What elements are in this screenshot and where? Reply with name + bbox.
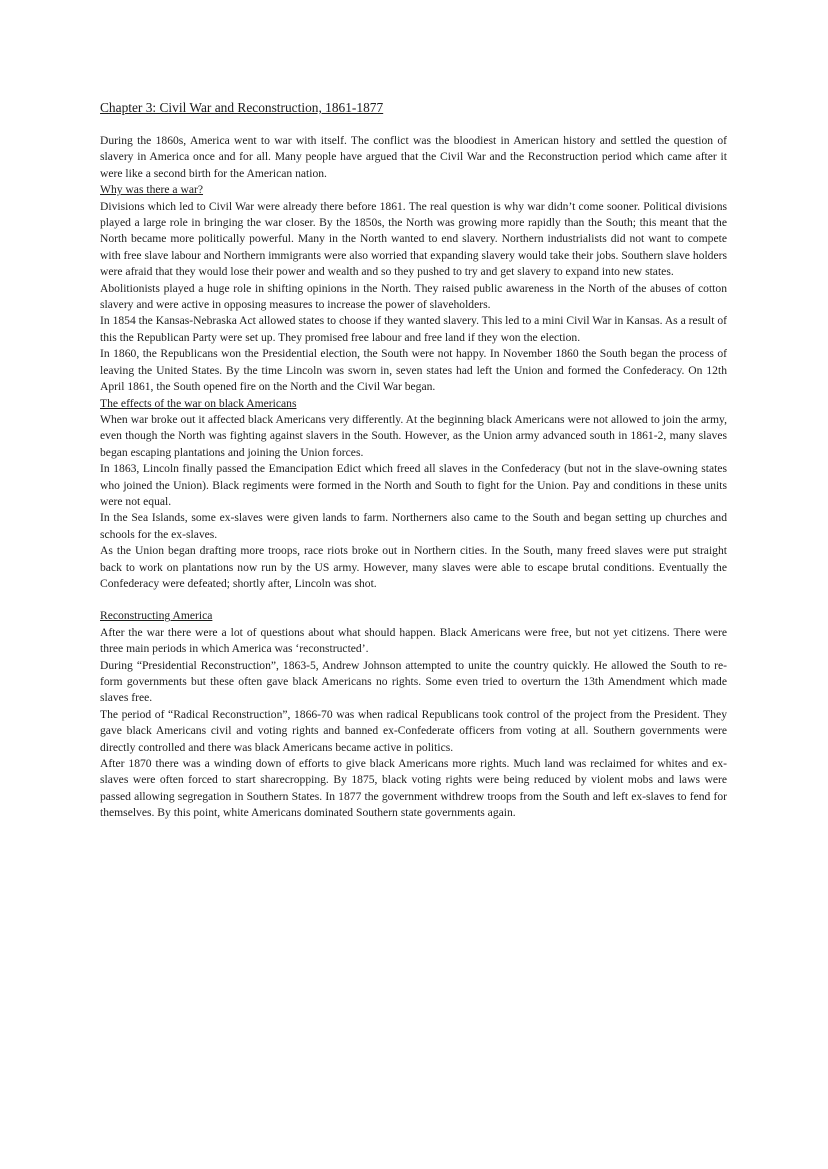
paragraph: In 1860, the Republicans won the Presidential election, the South were not happy. In November 1860 the South began the process of leaving the United States. By the time Lincoln was sworn in, seven states had left the Union and formed the Confederacy. On 12th April 1861, the South opened fire on the North and the Civil War began. xyxy=(100,347,727,394)
paragraph: Divisions which led to Civil War were already there before 1861. The real question is why war didn’t come sooner. Political divisions played a large role in bringing the war closer. By the 1850s, the North was growing more rapidly than the South; this meant that the North became more politically powerful. Many in the North wanted to end slavery. Northern industrialists did not want to compete with free slave labour and Northern immigrants were also worried that expanding slavery would take their jobs. Southern slave holders were afraid that they would lose their power and wealth and so they pushed to try and get slavery to expand into new states. xyxy=(100,199,727,279)
paragraph: Abolitionists played a huge role in shifting opinions in the North. They raised public awareness in the North of the abuses of cotton slavery and were active in opposing measures to increase the power of slaveholders. xyxy=(100,281,727,312)
paragraph: After the war there were a lot of questions about what should happen. Black Americans were free, but not yet citizens. There were three main periods in which America was ‘reconstructed’. xyxy=(100,625,727,656)
intro-paragraph: During the 1860s, America went to war with itself. The conflict was the bloodiest in American history and settled the question of slavery in America once and for all. Many people have argued that the Civil War and the Reconstruction period which came after it were like a second birth for the American nation. xyxy=(100,134,727,180)
page-title: Chapter 3: Civil War and Reconstruction, 1861-1877 xyxy=(100,100,384,115)
section-spacer xyxy=(100,592,727,608)
paragraph: After 1870 there was a winding down of efforts to give black Americans more rights. Much land was reclaimed for whites and ex-slaves were often forced to start sharecropping. By 1875, black voting rights were being reduced by violent mobs and laws were passed allowing segregation in Southern States. In 1877 the government withdrew troops from the South and left ex-slaves to fend for themselves. By this point, white Americans dominated Southern state governments again. xyxy=(100,757,727,820)
paragraph: In the Sea Islands, some ex-slaves were given lands to farm. Northerners also came to the South and began setting up churches and schools for the ex-slaves. xyxy=(100,511,727,541)
paragraph: The period of “Radical Reconstruction”, 1866-70 was when radical Republicans took control of the project from the President. They gave black Americans civil and voting rights and banned ex-Confederate officers from voting at all. Southern governments were directly controlled and there was black Americans became active in politics. xyxy=(100,707,727,754)
paragraph: In 1854 the Kansas-Nebraska Act allowed states to choose if they wanted slavery. This led to a mini Civil War in Kansas. As a result of this the Republican Party were set up. They promised free labour and free land if they won the election. xyxy=(100,314,727,344)
section-heading-reconstructing-america: Reconstructing America xyxy=(100,609,213,623)
paragraph: As the Union began drafting more troops, race riots broke out in Northern cities. In the South, many freed slaves were put straight back to work on plantations now run by the US army. However, many slaves were able to escape brutal conditions. Eventually the Confederacy were defeated; shortly after, Lincoln was shot. xyxy=(100,544,727,590)
paragraph: In 1863, Lincoln finally passed the Emancipation Edict which freed all slaves in the Confederacy (but not in the slave-owning states who joined the Union). Black regiments were formed in the North and South to fight for the Union. Pay and conditions in these units were not equal. xyxy=(100,462,727,508)
paragraph: During “Presidential Reconstruction”, 1863-5, Andrew Johnson attempted to unite the country quickly. He allowed the South to re-form governments but these often gave black Americans no rights. Some even tried to overturn the 13th Amendment which made slaves free. xyxy=(100,658,727,705)
section-heading-effects-of-war: The effects of the war on black Americans xyxy=(100,396,297,410)
paragraph: When war broke out it affected black Americans very differently. At the beginning black Americans were not allowed to join the army, even though the North was fighting against slavers in the South. However, as the Union army advanced south in 1861-2, many slaves began escaping plantations and joining the Union forces. xyxy=(100,412,727,459)
section-heading-why-war: Why was there a war? xyxy=(100,183,204,197)
